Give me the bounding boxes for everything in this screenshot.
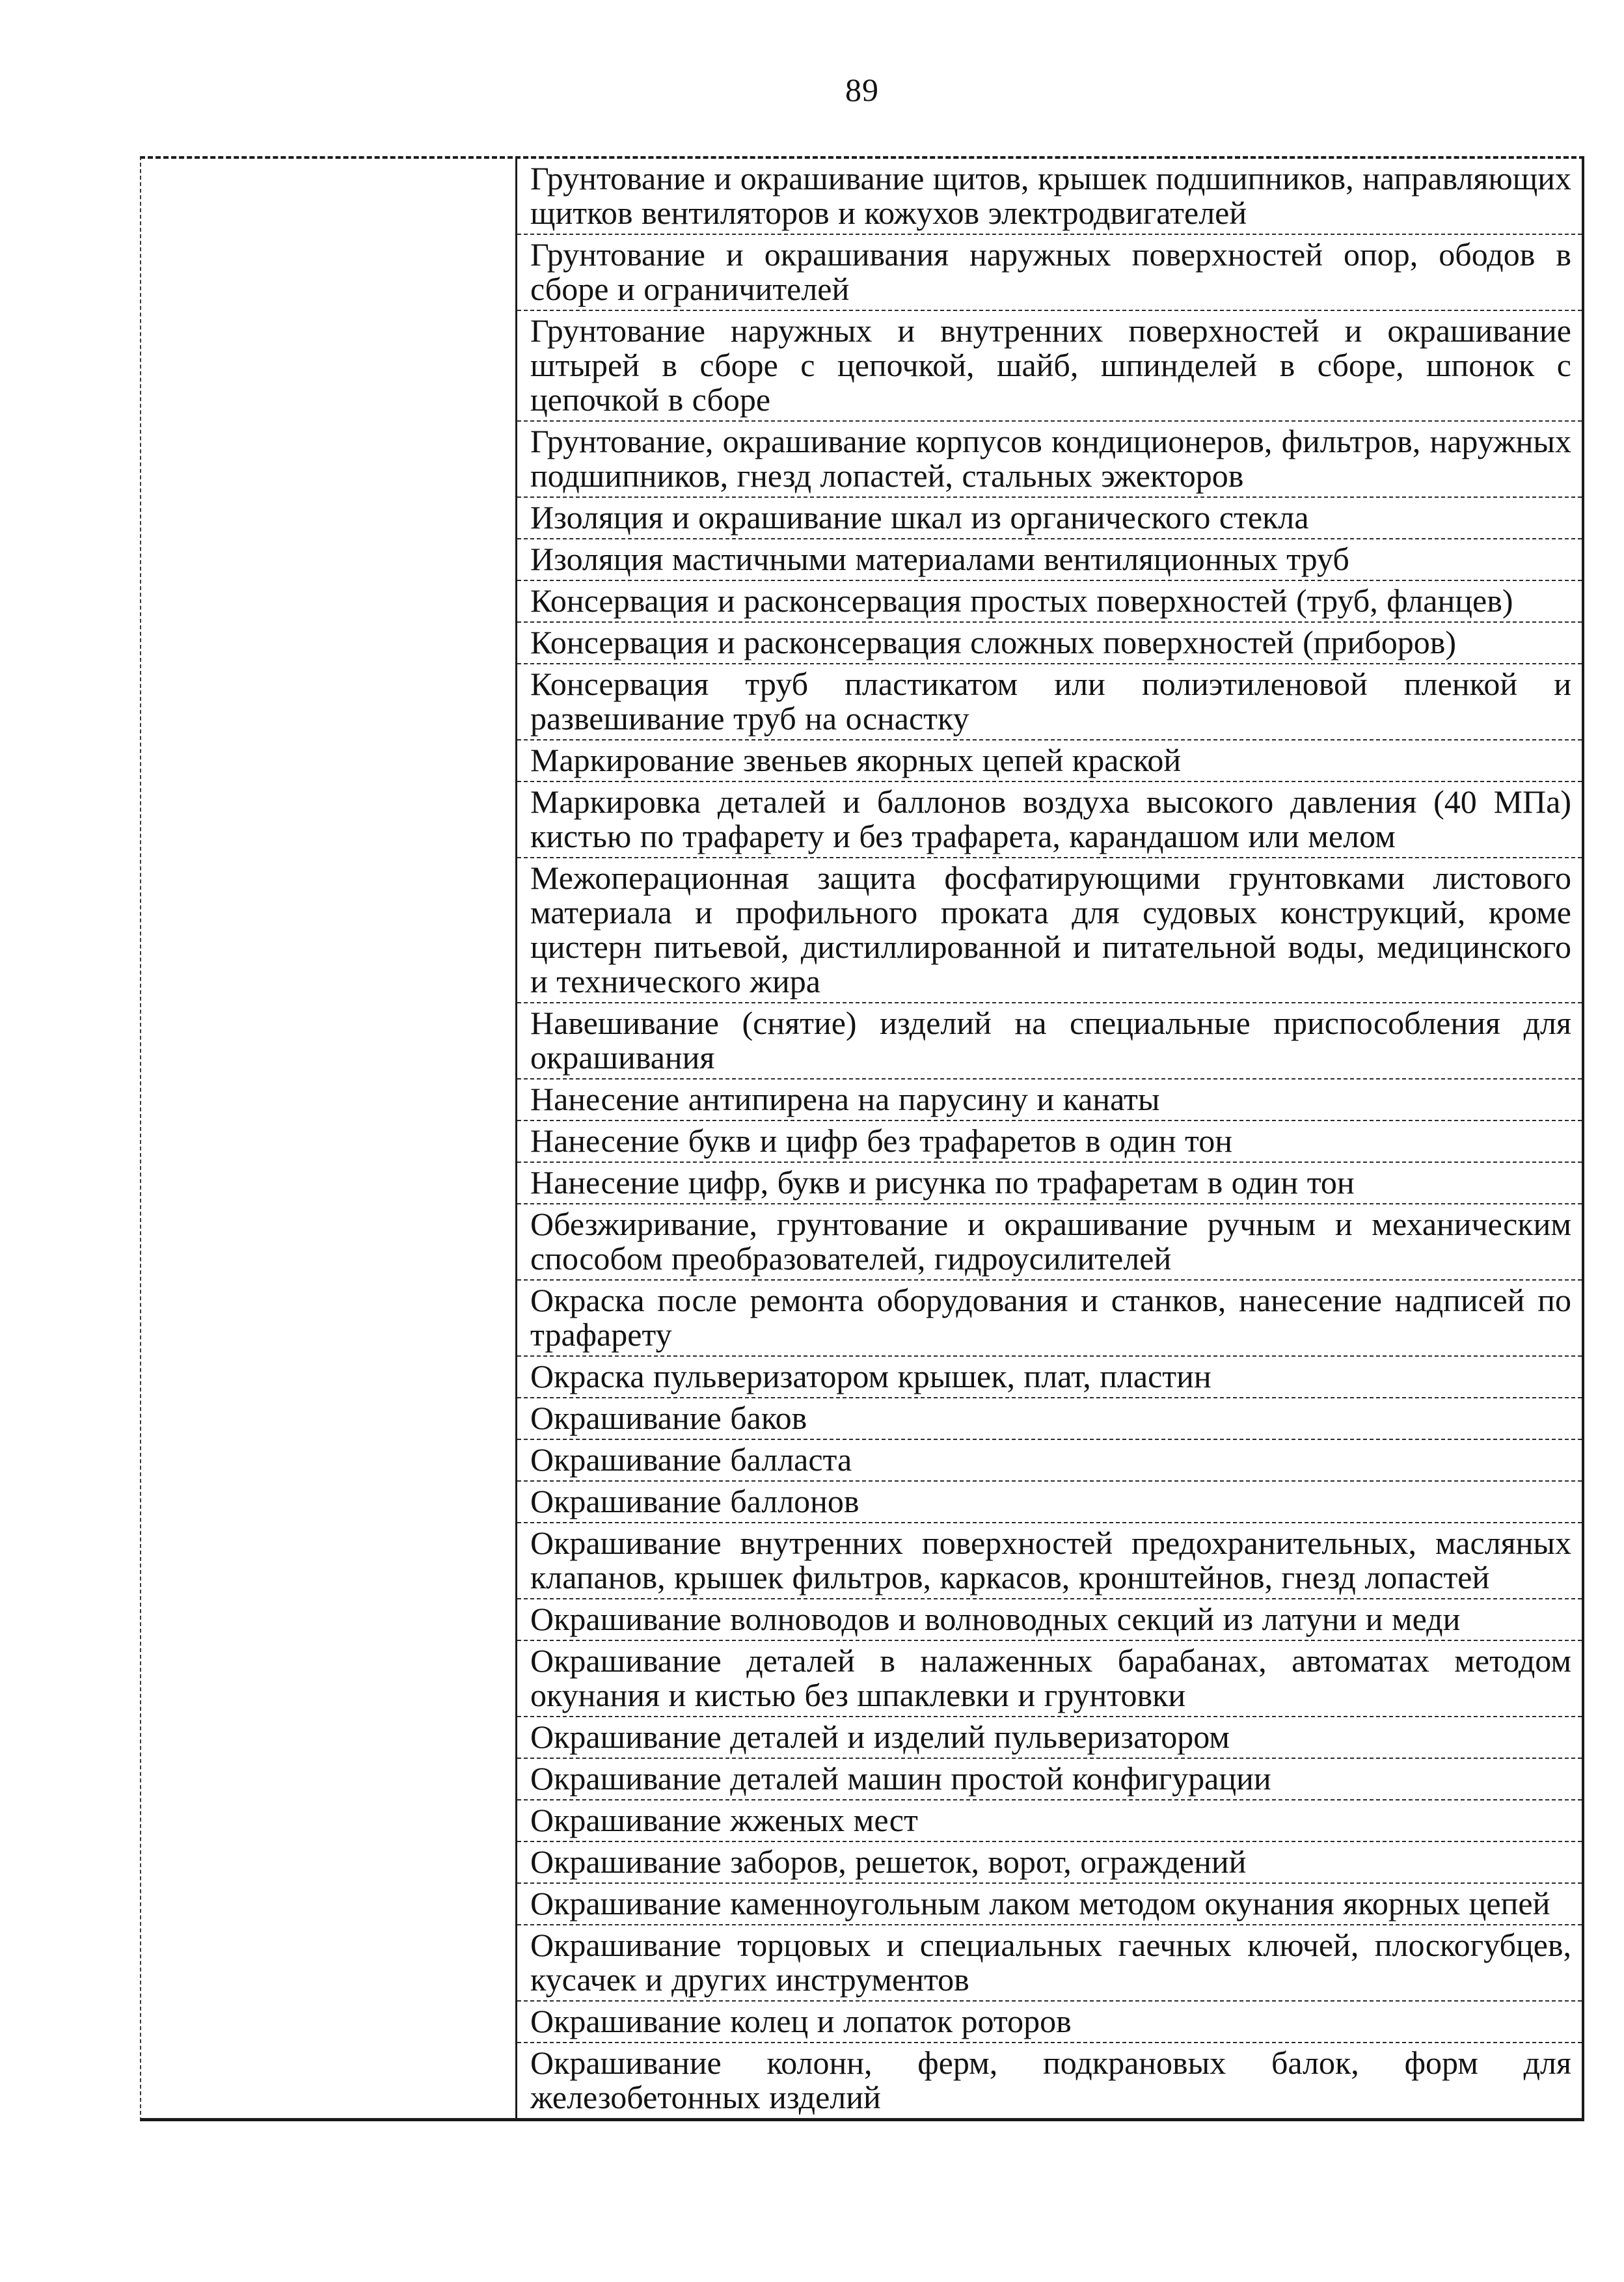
- table-row: Межоперационная защита фосфатирующими грунтовками листового материала и профильного проката для судовых конструкций, кроме цистерн питьевой, дистиллированной и питательной воды, медицинского и технического жира: [517, 857, 1582, 1002]
- table-row: Консервация и расконсервация простых поверхностей (труб, фланцев): [517, 580, 1582, 621]
- page-number: 89: [845, 72, 879, 108]
- table-row: Окрашивание заборов, решеток, ворот, ограждений: [517, 1841, 1582, 1882]
- table-row: Окрашивание волноводов и волноводных секций из латуни и меди: [517, 1598, 1582, 1640]
- table-row: Консервация труб пластикатом или полиэтиленовой пленкой и развешивание труб на оснастку: [517, 663, 1582, 739]
- table-row: Изоляция и окрашивание шкал из органического стекла: [517, 496, 1582, 538]
- left-column-empty-cell: [141, 159, 517, 2118]
- table-row: Нанесение цифр, букв и рисунка по трафаретам в один тон: [517, 1161, 1582, 1203]
- table-row: Окрашивание баллонов: [517, 1480, 1582, 1522]
- table-row: Консервация и расконсервация сложных поверхностей (приборов): [517, 621, 1582, 663]
- table-row: Окраска пульверизатором крышек, плат, пластин: [517, 1355, 1582, 1397]
- table-row: Окрашивание колец и лопаток роторов: [517, 2000, 1582, 2042]
- table-row: Нанесение букв и цифр без трафаретов в один тон: [517, 1120, 1582, 1161]
- table-row: Грунтование и окрашивание щитов, крышек подшипников, направляющих щитков вентиляторов и кожухов электродвигателей: [530, 160, 1571, 231]
- table-row: Окрашивание баков: [517, 1397, 1582, 1439]
- table-row: Окрашивание внутренних поверхностей предохранительных, масляных клапанов, крышек фильтров, каркасов, кронштейнов, гнезд лопастей: [517, 1522, 1582, 1598]
- work-items-table: [140, 156, 1584, 2121]
- table-row: Окрашивание каменноугольным лаком методом окунания якорных цепей: [517, 1882, 1582, 1924]
- table-row: Маркирование звеньев якорных цепей краской: [517, 739, 1582, 781]
- table-row: Маркировка деталей и баллонов воздуха высокого давления (40 МПа) кистью по трафарету и без трафарета, карандашом или мелом: [517, 781, 1582, 857]
- table-row: Нанесение антипирена на парусину и канаты: [517, 1078, 1582, 1120]
- table-row: Грунтование, окрашивание корпусов кондиционеров, фильтров, наружных подшипников, гнезд лопастей, стальных эжекторов: [517, 420, 1582, 496]
- table-row: Окрашивание колонн, ферм, подкрановых балок, форм для железобетонных изделий: [517, 2042, 1582, 2118]
- table-row: Окрашивание деталей и изделий пульверизатором: [517, 1716, 1582, 1758]
- work-items-column: [517, 159, 1582, 2118]
- table-row: Обезжиривание, грунтование и окрашивание ручным и механическим способом преобразователей, гидроусилителей: [517, 1203, 1582, 1279]
- table-row: Окрашивание деталей машин простой конфигурации: [517, 1758, 1582, 1799]
- table-row: Изоляция мастичными материалами вентиляционных труб: [517, 538, 1582, 580]
- table-row: Окрашивание балласта: [517, 1439, 1582, 1480]
- table-row: Грунтование наружных и внутренних поверхностей и окрашивание штырей в сборе с цепочкой, шайб, шпинделей в сборе, шпонок с цепочкой в сборе: [517, 310, 1582, 420]
- table-row: Окраска после ремонта оборудования и станков, нанесение надписей по трафарету: [517, 1279, 1582, 1355]
- table-row: Окрашивание торцовых и специальных гаечных ключей, плоскогубцев, кусачек и других инструментов: [517, 1924, 1582, 2000]
- table-row: Навешивание (снятие) изделий на специальные приспособления для окрашивания: [517, 1002, 1582, 1078]
- table-row: Окрашивание деталей в налаженных барабанах, автоматах методом окунания и кистью без шпаклевки и грунтовки: [517, 1640, 1582, 1716]
- table-row: Окрашивание жженых мест: [517, 1799, 1582, 1841]
- table-row: Грунтование и окрашивания наружных поверхностей опор, ободов в сборе и ограничителей: [517, 234, 1582, 310]
